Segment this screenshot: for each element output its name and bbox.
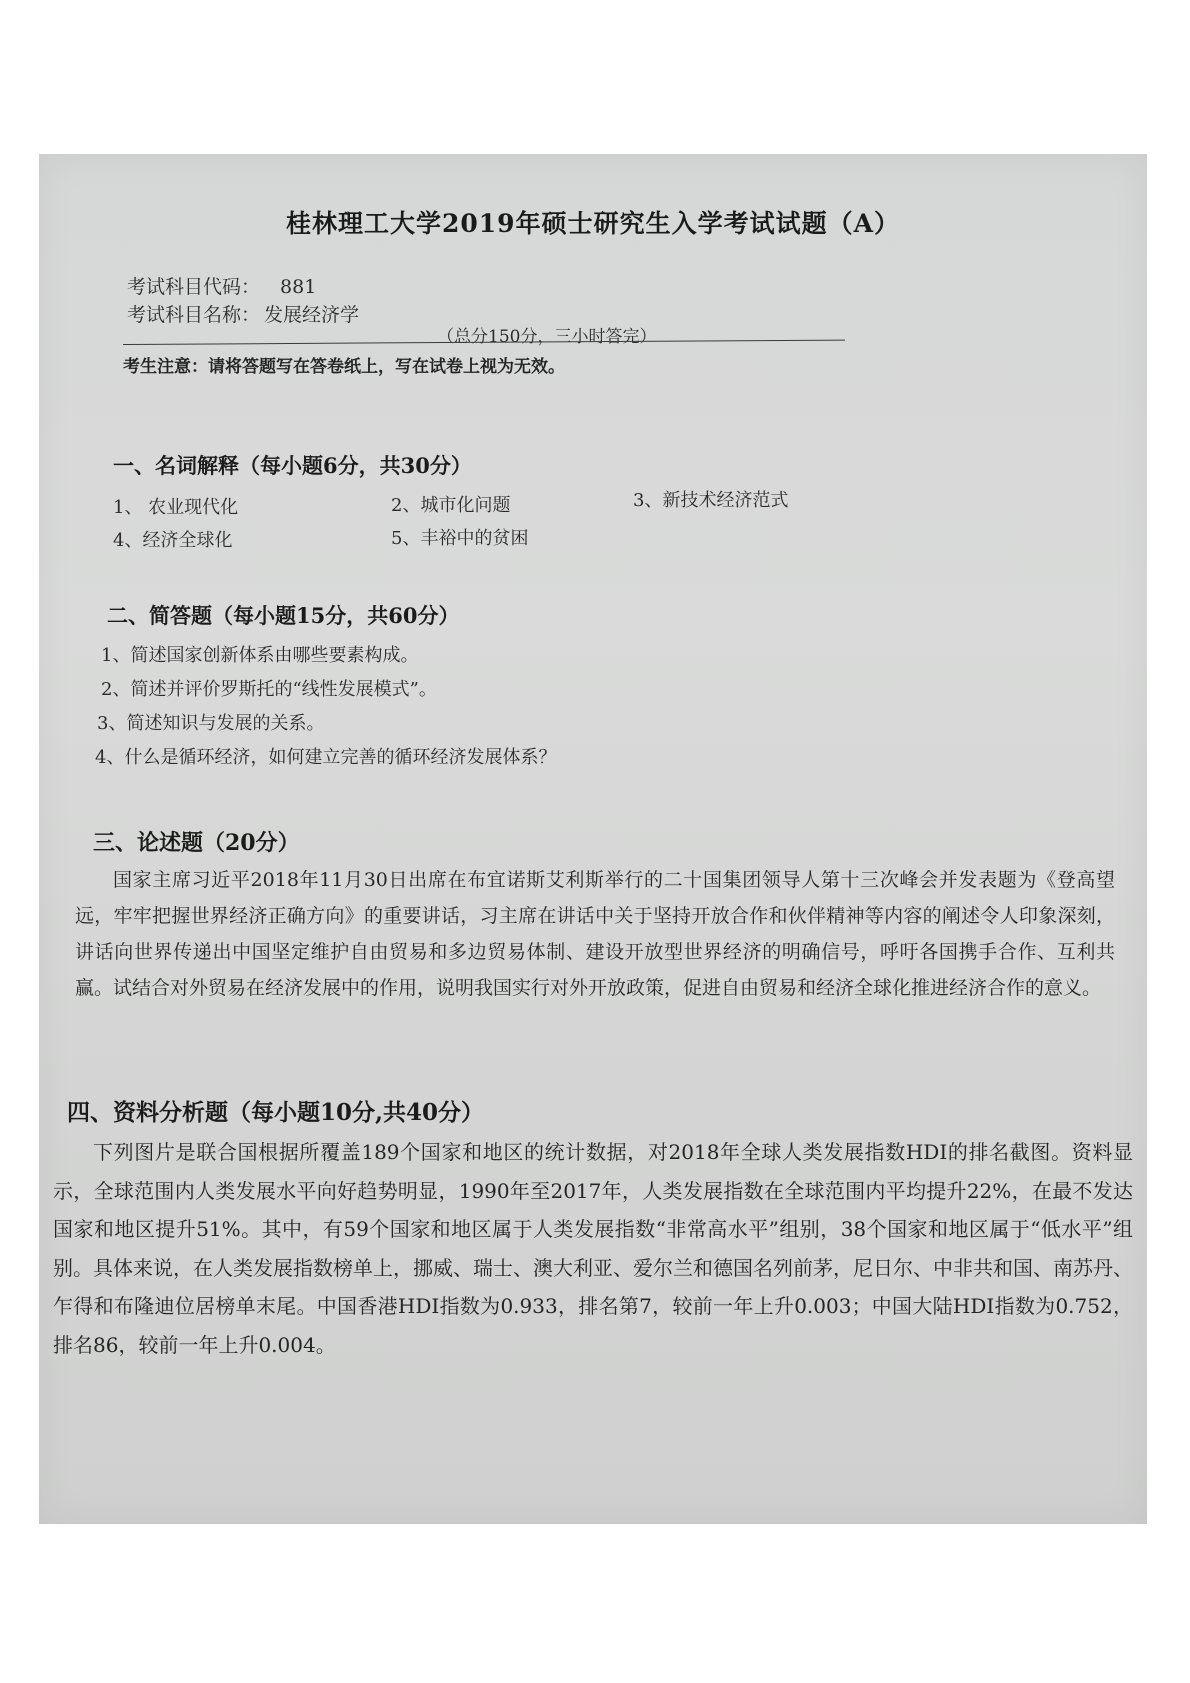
section2-heading: 二、简答题（每小题15分，共60分） (107, 603, 460, 628)
candidate-notice: 考生注意：请将答题写在答卷纸上，写在试卷上视为无效。 (123, 357, 565, 377)
section1-heading: 一、名词解释（每小题6分，共30分） (113, 453, 472, 478)
subject-code-label: 考试科目代码： (127, 276, 261, 298)
term-item: 5、丰裕中的贫困 (391, 528, 529, 549)
question-item: 1、简述国家创新体系由哪些要素构成。 (101, 645, 419, 666)
question-item: 2、简述并评价罗斯托的“线性发展模式”。 (101, 679, 437, 700)
exam-title: 桂林理工大学2019年硕士研究生入学考试试题（A） (286, 209, 900, 238)
subject-name-value: 发展经济学 (264, 304, 360, 326)
subject-code-value: 881 (280, 276, 317, 298)
subject-name-row (127, 300, 359, 327)
section4-heading: 四、资料分析题（每小题10分,共40分） (67, 1099, 485, 1126)
term-item: 1、 农业现代化 (113, 497, 239, 518)
section3-heading: 三、论述题（20分） (93, 830, 300, 856)
term-item: 2、城市化问题 (391, 495, 511, 516)
subject-name-label: 考试科目名称： (127, 304, 261, 326)
data-analysis-text: 下列图片是联合国根据所覆盖189个国家和地区的统计数据，对2018年全球人类发展指数HDI的排名截图。资料显示，全球范围内人类发展水平向好趋势明显，1990年至2017年，人类发展指数在全球范围内平均提升22%，在最不发达国家和地区提升51%。其中，有59个国家和地区属于人类发展指数“非常高水平”组别，38个国家和地区属于“低水平”组别。具体来说，在人类发展指数榜单上，挪威、瑞士、澳大利亚、爱尔兰和德国名列前茅，尼日尔、中非共和国、南苏丹、乍得和布隆迪位居榜单末尾。中国香港HDI指数为0.933，排名第7，较前一年上升0.003；中国大陆HDI指数为0.752，排名86，较前一年上升0.004。 (53, 1140, 1133, 1357)
essay-question-text: 国家主席习近平2018年11月30日出席在布宜诺斯艾利斯举行的二十国集团领导人第十三次峰会并发表题为《登高望远，牢牢把握世界经济正确方向》的重要讲话，习主席在讲话中关于坚持开放合作和伙伴精神等内容的阐述令人印象深刻，讲话向世界传递出中国坚定维护自由贸易和多边贸易体制、建设开放型世界经济的明确信号，呼吁各国携手合作、互利共赢。试结合对外贸易在经济发展中的作用，说明我国实行对外开放政策，促进自由贸易和经济全球化推进经济合作的意义。 (75, 869, 1115, 999)
term-item: 3、新技术经济范式 (633, 490, 789, 511)
term-item: 4、经济全球化 (113, 530, 233, 551)
question-item: 3、简述知识与发展的关系。 (97, 713, 325, 734)
exam-paper (39, 154, 1147, 1524)
question-item: 4、什么是循环经济，如何建立完善的循环经济发展体系？ (95, 747, 557, 768)
subject-code-row (127, 272, 316, 299)
total-score-note: （总分150分，三小时答完） (437, 327, 657, 347)
